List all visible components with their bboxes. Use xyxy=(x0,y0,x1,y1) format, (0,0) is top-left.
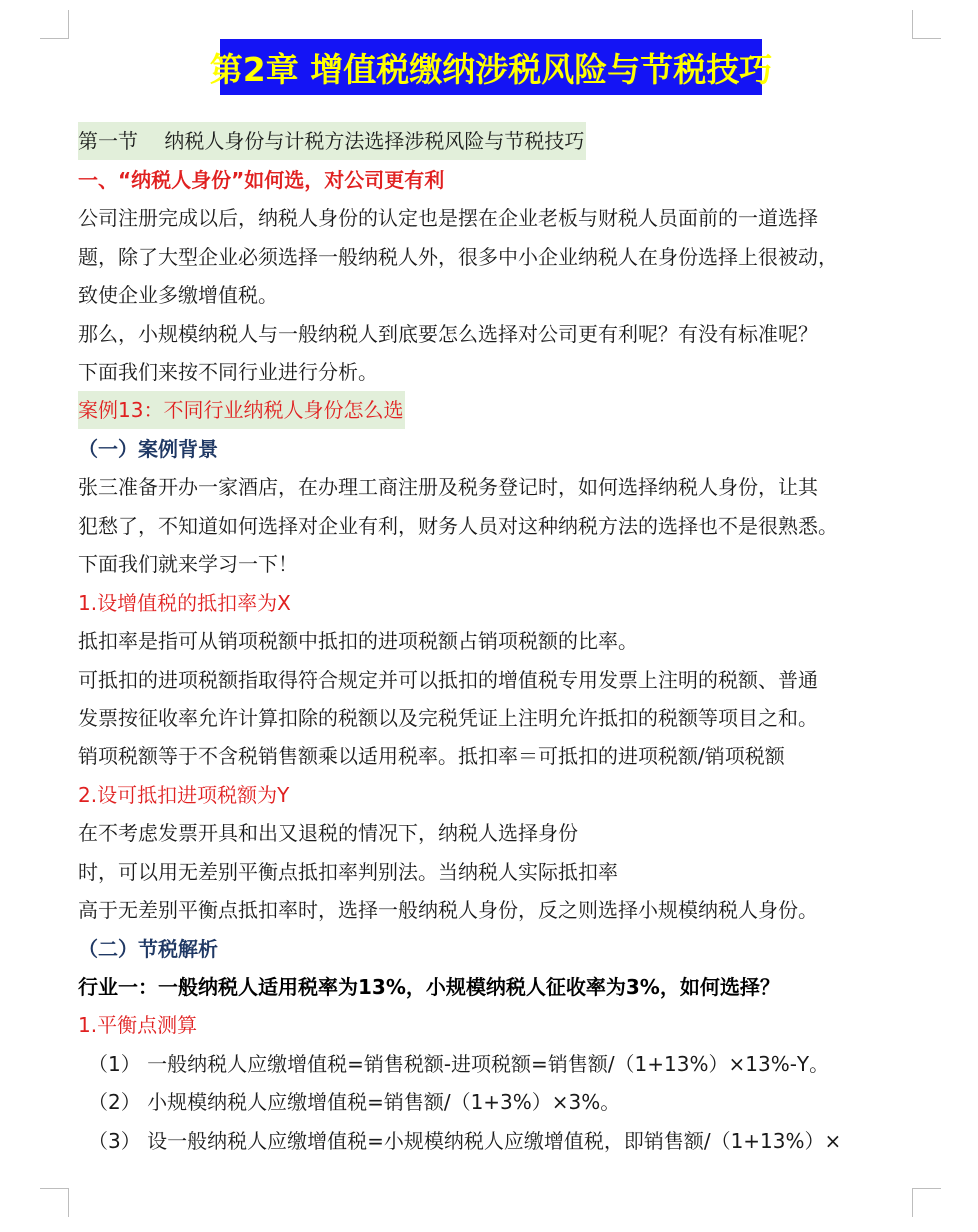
page-corner-mark xyxy=(40,10,69,39)
paragraph-line: 时，可以用无差别平衡点抵扣率判别法。当纳税人实际抵扣率 xyxy=(78,860,618,884)
paragraph-line: 下面我们就来学习一下！ xyxy=(78,552,298,576)
subsection-heading: 一、“纳税人身份”如何选，对公司更有利 xyxy=(78,168,445,192)
tax-analysis-heading: （二）节税解析 xyxy=(78,937,218,961)
paragraph-line: 抵扣率是指可从销项税额中抵扣的进项税额占销项税额的比率。 xyxy=(78,629,638,653)
paragraph-line: 销项税额等于不含税销售额乘以适用税率。抵扣率＝可抵扣的进项税额/销项税额 xyxy=(78,744,785,768)
paragraph-line: 发票按征收率允许计算扣除的税额以及完税凭证上注明允许抵扣的税额等项目之和。 xyxy=(78,706,818,730)
numbered-heading: 1.设增值税的抵扣率为X xyxy=(78,591,291,615)
paragraph-line: 致使企业多缴增值税。 xyxy=(78,283,278,307)
case-background-heading: （一）案例背景 xyxy=(78,437,218,461)
industry-heading: 行业一：一般纳税人适用税率为13%，小规模纳税人征收率为3%，如何选择？ xyxy=(78,975,780,999)
formula-line: （1） 一般纳税人应缴增值税=销售税额-进项税额=销售额/（1+13%）×13%-Y。 xyxy=(88,1052,830,1076)
paragraph-line: 可抵扣的进项税额指取得符合规定并可以抵扣的增值税专用发票上注明的税额、普通 xyxy=(78,668,818,692)
page-corner-mark xyxy=(912,1188,941,1217)
numbered-heading: 2.设可抵扣进项税额为Y xyxy=(78,783,290,807)
chapter-title: 第2章 增值税缴纳涉税风险与节税技巧 xyxy=(220,39,762,95)
paragraph-line: 题，除了大型企业必须选择一般纳税人外，很多中小企业纳税人在身份选择上很被动， xyxy=(78,245,838,269)
page-corner-mark xyxy=(912,10,941,39)
paragraph-line: 在不考虑发票开具和出又退税的情况下，纳税人选择身份 xyxy=(78,821,578,845)
case-heading: 案例13：不同行业纳税人身份怎么选 xyxy=(78,391,405,429)
paragraph-line: 公司注册完成以后，纳税人身份的认定也是摆在企业老板与财税人员面前的一道选择 xyxy=(78,206,818,230)
paragraph-line: 张三准备开办一家酒店，在办理工商注册及税务登记时，如何选择纳税人身份，让其 xyxy=(78,475,818,499)
paragraph-line: 下面我们来按不同行业进行分析。 xyxy=(78,360,378,384)
numbered-heading: 1.平衡点测算 xyxy=(78,1013,198,1037)
paragraph-line: 犯愁了，不知道如何选择对企业有利，财务人员对这种纳税方法的选择也不是很熟悉。 xyxy=(78,514,838,538)
formula-line: （2） 小规模纳税人应缴增值税=销售额/（1+3%）×3%。 xyxy=(88,1090,621,1114)
formula-line: （3） 设一般纳税人应缴增值税=小规模纳税人应缴增值税，即销售额/（1+13%）× xyxy=(88,1129,842,1153)
section-heading: 第一节 纳税人身份与计税方法选择涉税风险与节税技巧 xyxy=(78,122,586,160)
paragraph-line: 高于无差别平衡点抵扣率时，选择一般纳税人身份，反之则选择小规模纳税人身份。 xyxy=(78,898,818,922)
page-corner-mark xyxy=(40,1188,69,1217)
paragraph-line: 那么，小规模纳税人与一般纳税人到底要怎么选择对公司更有利呢？有没有标准呢？ xyxy=(78,322,818,346)
